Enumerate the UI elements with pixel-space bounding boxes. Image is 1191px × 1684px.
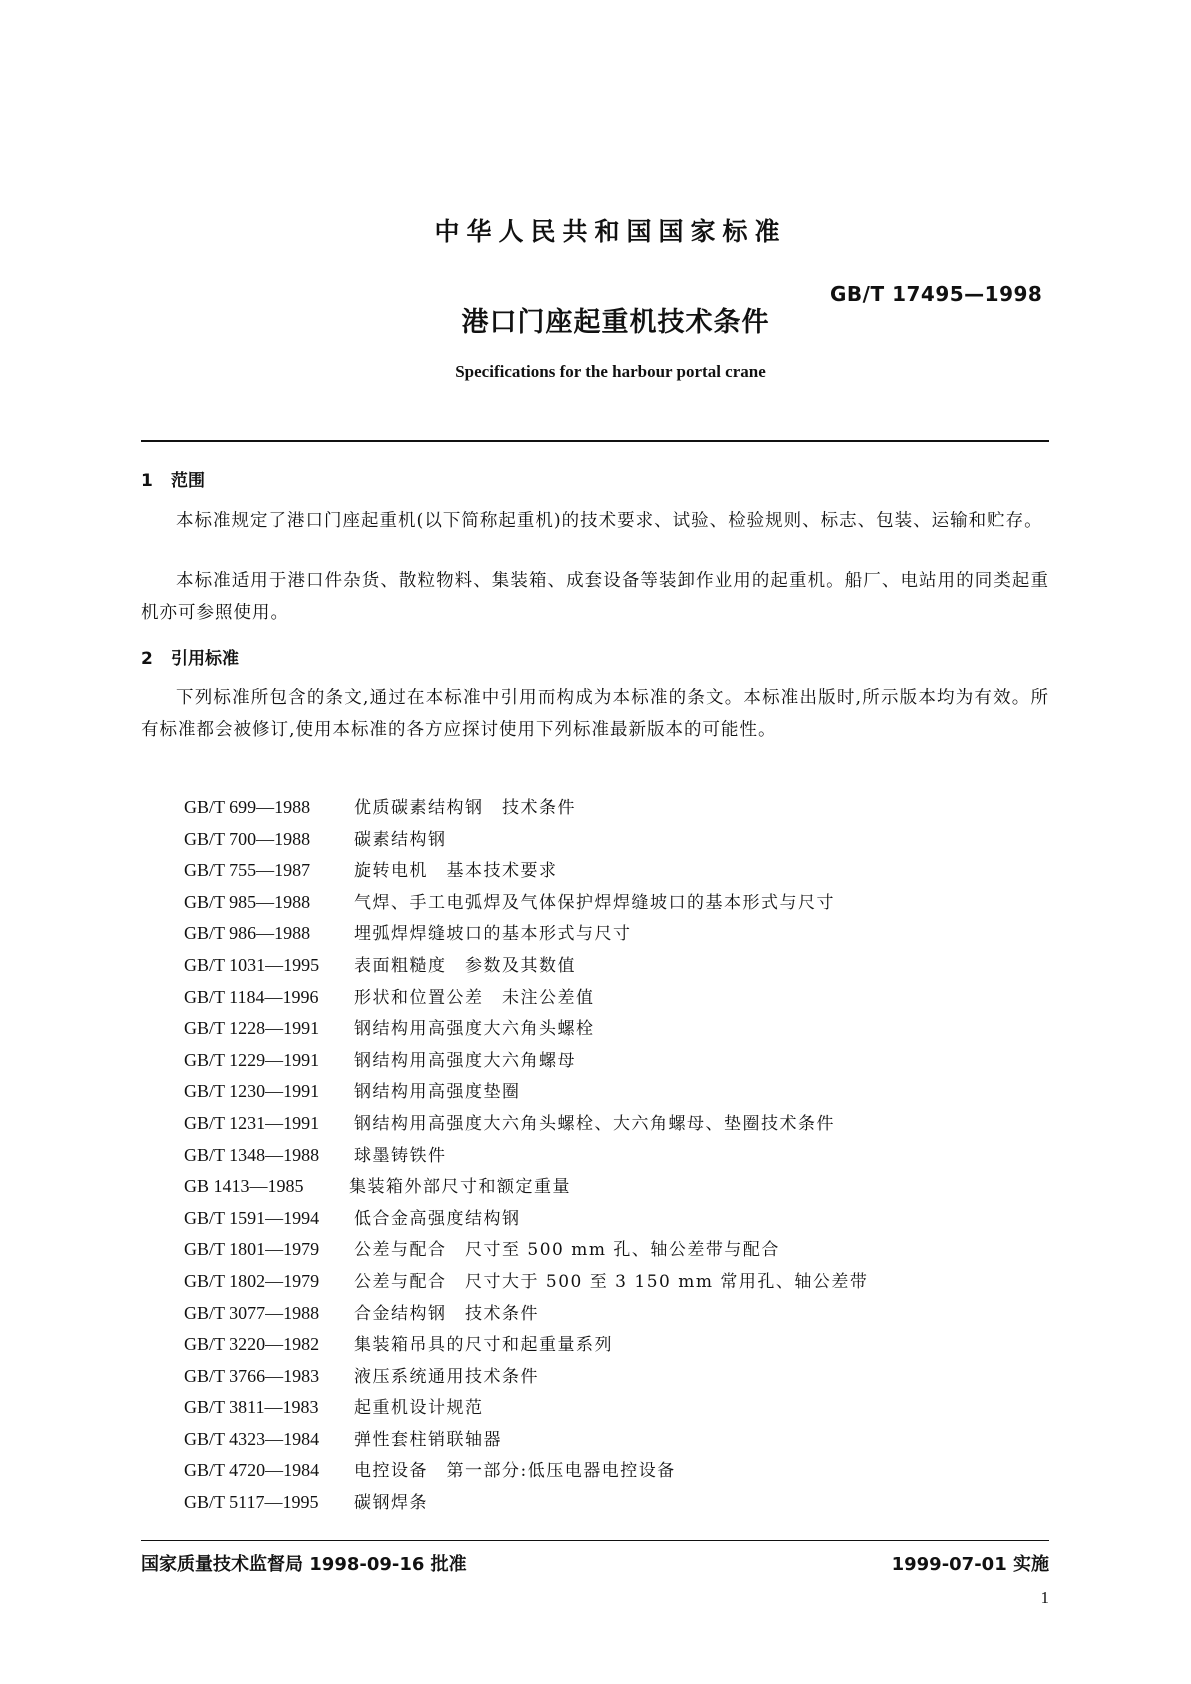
- reference-item: [184, 1076, 868, 1108]
- reference-code: GB/T 3766—1983: [184, 1365, 320, 1386]
- reference-code: GB/T 699—1988: [184, 797, 311, 817]
- reference-item: [184, 918, 868, 950]
- section-title: 引用标准: [171, 649, 239, 669]
- document-title-cn: 港口门座起重机技术条件: [461, 307, 770, 338]
- reference-code: GB/T 700—1988: [184, 828, 311, 849]
- reference-item: [184, 1361, 868, 1393]
- approval-statement: 国家质量技术监督局 1998-09-16 批准: [141, 1554, 467, 1575]
- reference-code: GB/T 986—1988: [184, 923, 311, 944]
- reference-code: GB 1413—1985: [184, 1176, 304, 1197]
- reference-title: 碳钢焊条: [354, 1493, 428, 1514]
- reference-title: 形状和位置公差 未注公差值: [354, 987, 595, 1008]
- reference-title: 优质碳素结构钢 技术条件: [354, 798, 576, 818]
- reference-title: 集装箱吊具的尺寸和起重量系列: [354, 1335, 613, 1356]
- reference-title: 合金结构钢 技术条件: [354, 1303, 539, 1324]
- reference-item: [184, 1234, 868, 1266]
- reference-item: [184, 1045, 868, 1077]
- reference-item: [184, 1392, 868, 1424]
- reference-item: [184, 1298, 868, 1330]
- reference-title: 钢结构用高强度垫圈: [354, 1082, 521, 1103]
- reference-code: GB/T 1184—1996: [184, 986, 319, 1007]
- reference-code: GB/T 1230—1991: [184, 1081, 320, 1102]
- reference-title: 公差与配合 尺寸大于 500 至 3 150 mm 常用孔、轴公差带: [354, 1271, 869, 1292]
- reference-title: 低合金高强度结构钢: [354, 1208, 521, 1229]
- reference-item: [184, 887, 868, 919]
- reference-code: GB/T 1228—1991: [184, 1018, 320, 1039]
- reference-code: GB/T 4720—1984: [184, 1460, 320, 1481]
- reference-item: [184, 1487, 868, 1519]
- reference-item: [184, 1424, 868, 1456]
- section-1-paragraph-2: 本标准适用于港口件杂货、散粒物料、集装箱、成套设备等装卸作业用的起重机。船厂、电站用的同类起重机亦可参照使用。: [141, 571, 1049, 623]
- reference-code: GB/T 1348—1988: [184, 1144, 320, 1165]
- reference-code: GB/T 1031—1995: [184, 954, 320, 975]
- reference-code: GB/T 1802—1979: [184, 1270, 320, 1291]
- reference-item: [184, 855, 868, 887]
- reference-title: 气焊、手工电弧焊及气体保护焊焊缝坡口的基本形式与尺寸: [354, 892, 835, 913]
- reference-code: GB/T 1801—1979: [184, 1239, 320, 1260]
- section-2-paragraph-1: 下列标准所包含的条文,通过在本标准中引用而构成为本标准的条文。本标准出版时,所示版本均为有效。所有标准都会被修订,使用本标准的各方应探讨使用下列标准最新版本的可能性。: [141, 688, 1049, 740]
- reference-item: [184, 1266, 868, 1298]
- reference-item: [184, 1329, 868, 1361]
- reference-code: GB/T 5117—1995: [184, 1492, 319, 1513]
- reference-title: 液压系统通用技术条件: [354, 1366, 539, 1387]
- section-1-paragraph-1: 本标准规定了港口门座起重机(以下简称起重机)的技术要求、试验、检验规则、标志、包装、运输和贮存。: [176, 511, 1043, 531]
- section-1-heading: [141, 466, 205, 491]
- reference-item: [184, 1203, 868, 1235]
- section-title: 范围: [171, 471, 205, 491]
- section-number: 2: [141, 649, 153, 669]
- reference-code: GB/T 3811—1983: [184, 1397, 319, 1418]
- reference-title: 起重机设计规范: [354, 1398, 484, 1419]
- reference-title: 球墨铸铁件: [354, 1145, 447, 1166]
- reference-item: [184, 1013, 868, 1045]
- standard-number: GB/T 17495—1998: [830, 282, 1043, 306]
- reference-code: GB/T 4323—1984: [184, 1428, 320, 1449]
- reference-code: GB/T 1229—1991: [184, 1049, 320, 1070]
- reference-item: [184, 1171, 868, 1203]
- section-2-heading: [141, 644, 239, 669]
- document-title-en: Specifications for the harbour portal crane: [455, 362, 766, 381]
- reference-item: [184, 950, 868, 982]
- national-standard-heading: 中华人民共和国国家标准: [434, 217, 787, 246]
- reference-code: GB/T 755—1987: [184, 860, 311, 881]
- reference-title: 电控设备 第一部分:低压电器电控设备: [354, 1461, 676, 1482]
- reference-title: 公差与配合 尺寸至 500 mm 孔、轴公差带与配合: [354, 1240, 780, 1261]
- reference-item: [184, 824, 868, 856]
- header-divider: [141, 440, 1049, 442]
- reference-item: [184, 1455, 868, 1487]
- reference-title: 钢结构用高强度大六角头螺栓: [354, 1019, 595, 1040]
- reference-code: GB/T 985—1988: [184, 891, 311, 912]
- reference-title: 集装箱外部尺寸和额定重量: [349, 1177, 571, 1198]
- reference-title: 埋弧焊焊缝坡口的基本形式与尺寸: [354, 924, 632, 945]
- reference-title: 碳素结构钢: [354, 829, 447, 850]
- reference-title: 表面粗糙度 参数及其数值: [354, 955, 576, 976]
- reference-code: GB/T 1591—1994: [184, 1207, 320, 1228]
- reference-title: 钢结构用高强度大六角头螺栓、大六角螺母、垫圈技术条件: [354, 1113, 835, 1134]
- footer-divider: [141, 1540, 1049, 1541]
- reference-title: 钢结构用高强度大六角螺母: [354, 1050, 576, 1071]
- reference-title: 旋转电机 基本技术要求: [354, 861, 558, 882]
- reference-code: GB/T 3220—1982: [184, 1334, 320, 1355]
- reference-title: 弹性套柱销联轴器: [354, 1429, 502, 1450]
- reference-item: [184, 1140, 868, 1172]
- reference-code: GB/T 1231—1991: [184, 1112, 320, 1133]
- reference-item: [184, 1108, 868, 1140]
- reference-item: [184, 792, 868, 824]
- effective-date: 1999-07-01 实施: [891, 1554, 1049, 1575]
- page-number: 1: [1040, 1588, 1049, 1607]
- section-number: 1: [141, 471, 153, 491]
- reference-code: GB/T 3077—1988: [184, 1302, 320, 1323]
- reference-item: [184, 982, 868, 1014]
- referenced-standards-list: [184, 792, 868, 1519]
